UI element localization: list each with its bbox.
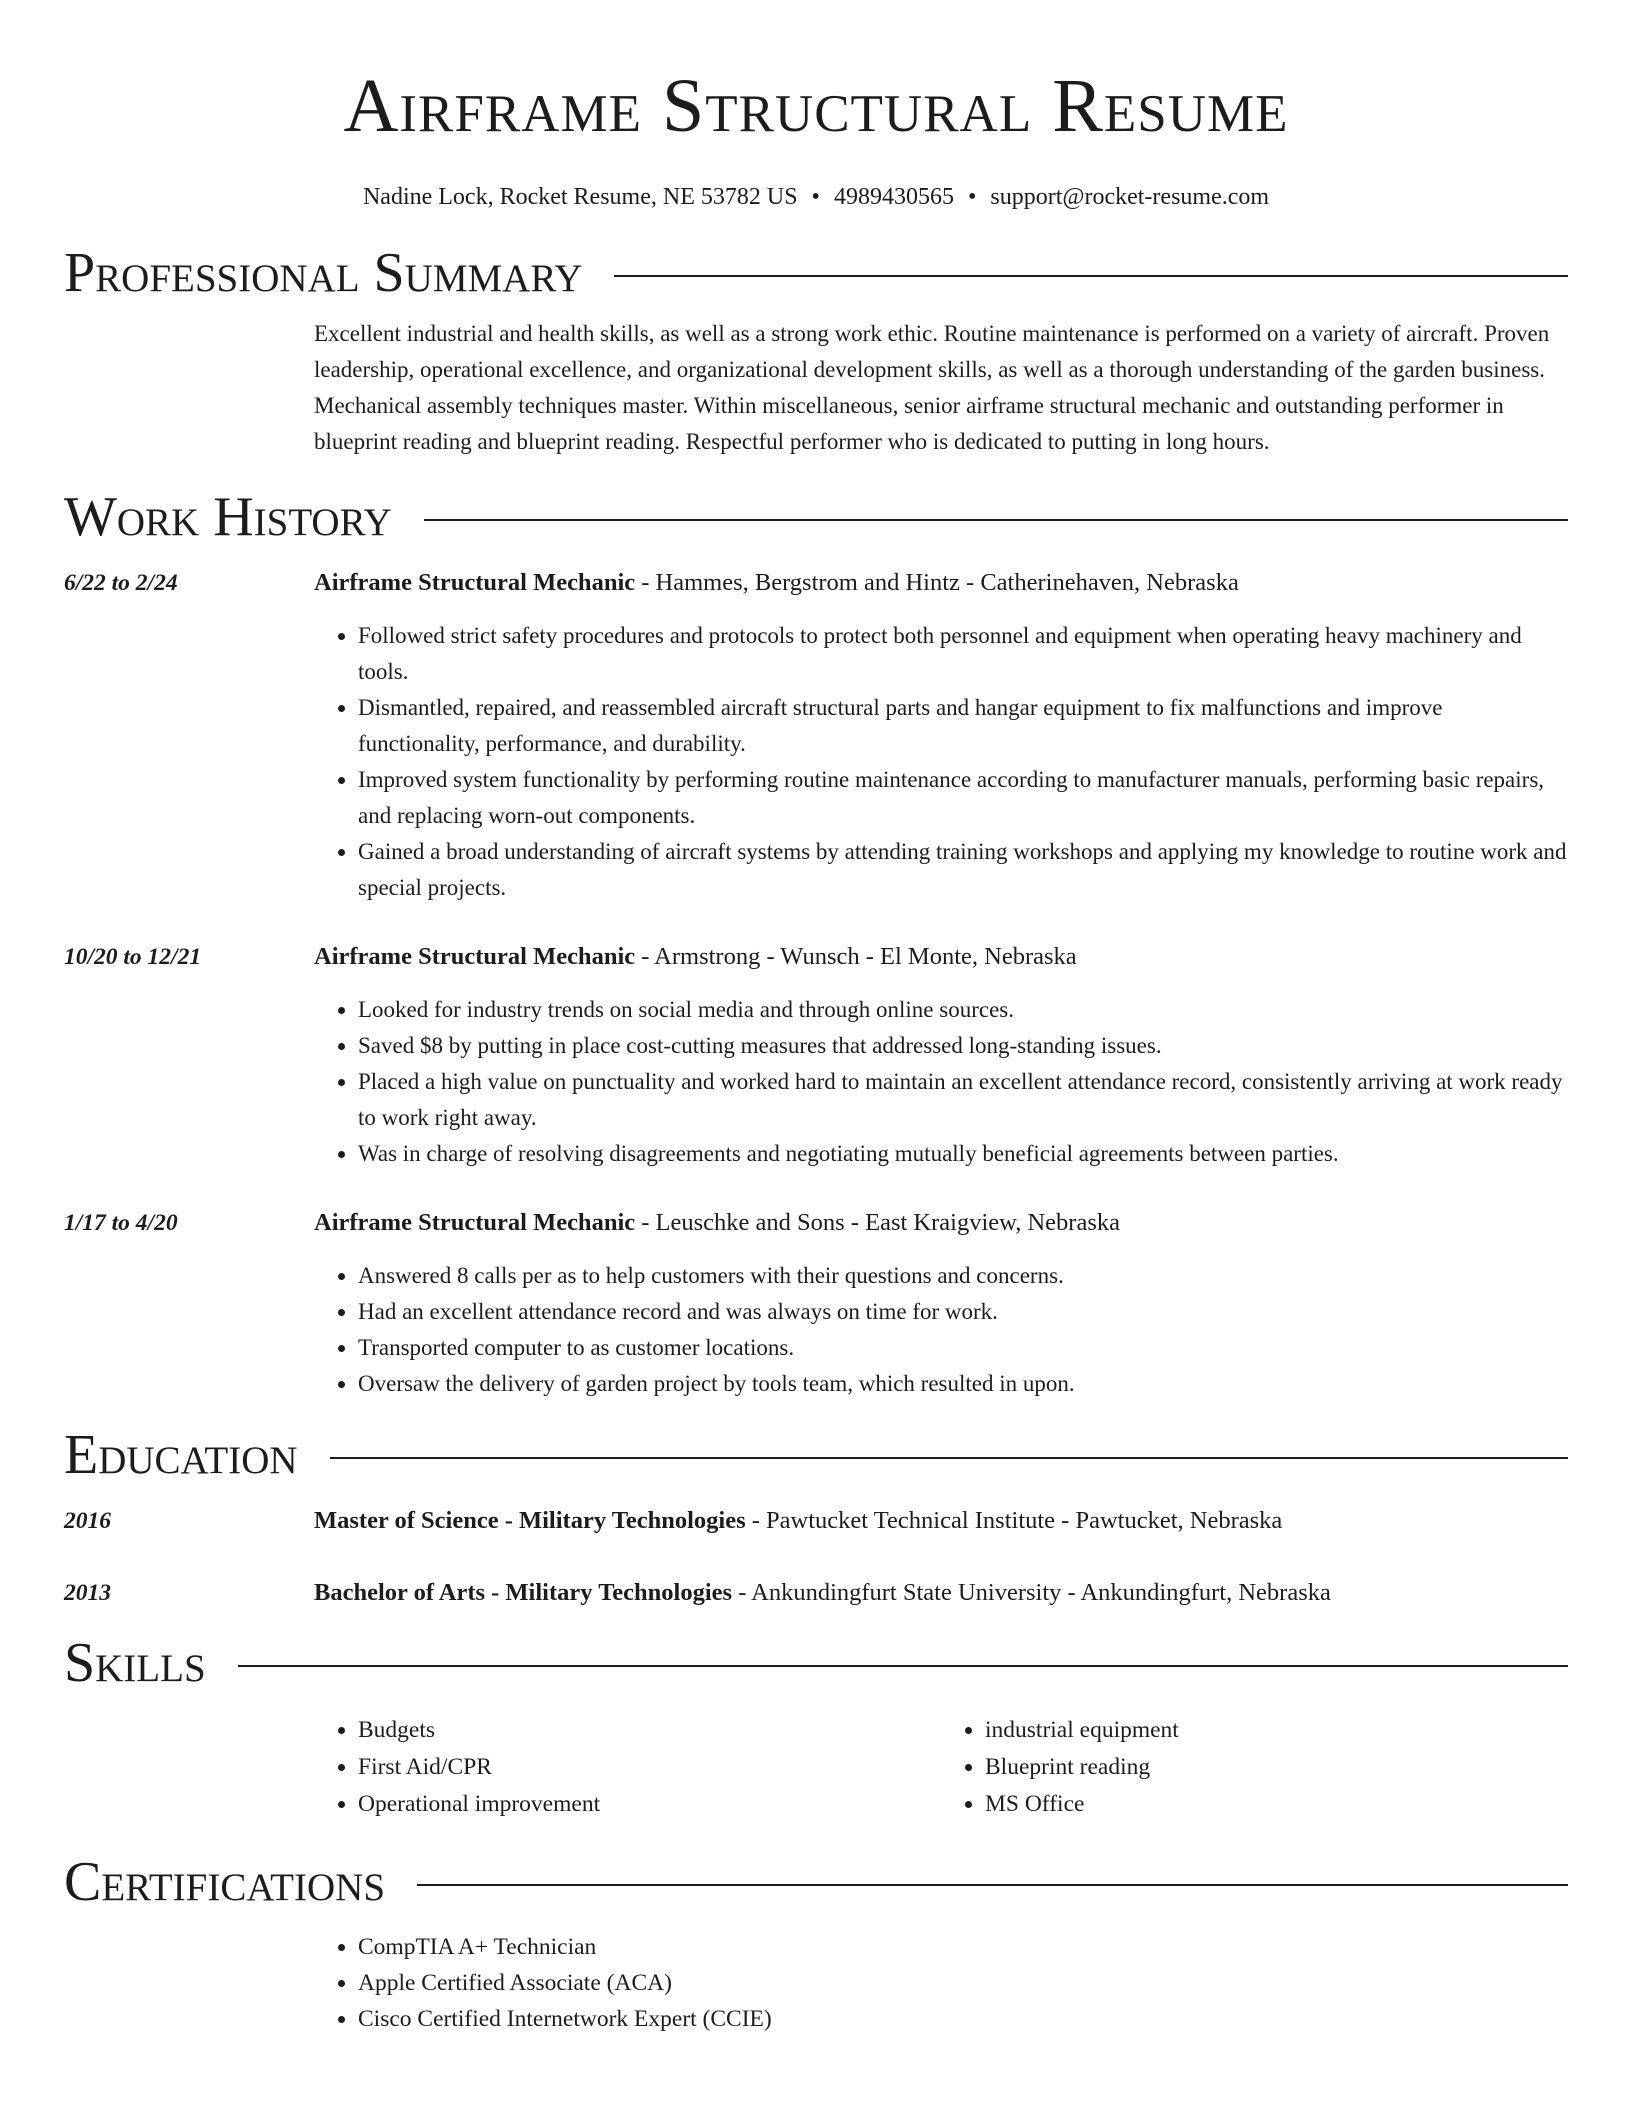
education-body bbox=[314, 1504, 1568, 1538]
skill-item: • industrial equipment bbox=[985, 1712, 1568, 1749]
job-dates: 1/17 to 4/20 bbox=[64, 1210, 178, 1236]
contact-line bbox=[64, 182, 1568, 212]
contact-address: Nadine Lock, Rocket Resume, NE 53782 US bbox=[362, 184, 798, 210]
summary-text: Excellent industrial and health skills, as well as a strong work ethic. Routine maintenance is performed on a variety of aircraft. Proven leadership, operational excellence, and organizational development skills, as well as a thorough understanding of the garden business. Mechanical assembly techniques master. Within miscellaneous, senior airframe structural mechanic and outstanding performer in blueprint reading and blueprint reading. Respectful performer who is dedicated to putting in long hours. bbox=[314, 321, 1550, 454]
section-divider bbox=[417, 1884, 1568, 1886]
job-bullet: • Dismantled, repaired, and reassembled aircraft structural parts and hangar equipment to fix malfunctions and improve functionality, performance, and durability. bbox=[358, 690, 1568, 762]
section-header-summary bbox=[64, 242, 1568, 304]
job-bullet: • Saved $8 by putting in place cost-cutting measures that addressed long-standing issues. bbox=[358, 1028, 1568, 1064]
job-body bbox=[314, 940, 1568, 1172]
education-heading bbox=[314, 1504, 1568, 1538]
section-title-certifications: Certifications bbox=[64, 1851, 386, 1913]
job-heading bbox=[314, 940, 1568, 974]
job-heading bbox=[314, 1206, 1568, 1240]
resume-page bbox=[64, 0, 1568, 2037]
section-header-work bbox=[64, 486, 1568, 548]
contact-separator: • bbox=[811, 184, 820, 210]
section-divider bbox=[424, 519, 1568, 521]
section-title-skills: Skills bbox=[64, 1632, 206, 1694]
skill-item: • Blueprint reading bbox=[985, 1749, 1568, 1786]
certifications-list bbox=[314, 1929, 1568, 2037]
job-title: Airframe Structural Mechanic bbox=[314, 943, 636, 970]
job-bullet: • Had an excellent attendance record and was always on time for work. bbox=[358, 1294, 1568, 1330]
contact-phone: 4989430565 bbox=[833, 184, 954, 210]
job-title: Airframe Structural Mechanic bbox=[314, 569, 636, 596]
education-entry bbox=[64, 1504, 1568, 1538]
job-entry bbox=[64, 940, 1568, 1172]
page-title: Airframe Structural Resume bbox=[343, 64, 1289, 148]
job-details: - Armstrong - Wunsch - El Monte, Nebraska bbox=[635, 943, 1077, 970]
job-bullets bbox=[314, 1258, 1568, 1402]
job-heading bbox=[314, 566, 1568, 600]
job-bullets bbox=[314, 618, 1568, 906]
education-year: 2016 bbox=[64, 1508, 111, 1534]
job-details: - Hammes, Bergstrom and Hintz - Catherinehaven, Nebraska bbox=[635, 569, 1239, 596]
section-title-work: Work History bbox=[64, 486, 392, 548]
job-bullet: • Improved system functionality by performing routine maintenance according to manufacturer manuals, performing basic repairs, and replacing worn-out components. bbox=[358, 762, 1568, 834]
education-entry bbox=[64, 1576, 1568, 1610]
skills-list bbox=[314, 1712, 1568, 1823]
skills-column-left bbox=[314, 1712, 941, 1823]
education-heading bbox=[314, 1576, 1568, 1610]
education-body bbox=[314, 1576, 1568, 1610]
job-title: Airframe Structural Mechanic bbox=[314, 1209, 636, 1236]
job-bullet: • Answered 8 calls per as to help customers with their questions and concerns. bbox=[358, 1258, 1568, 1294]
job-details: - Leuschke and Sons - East Kraigview, Nebraska bbox=[635, 1209, 1120, 1236]
education-degree: Bachelor of Arts - Military Technologies bbox=[314, 1579, 733, 1606]
job-dates: 6/22 to 2/24 bbox=[64, 570, 178, 596]
skill-item: • MS Office bbox=[985, 1786, 1568, 1823]
skill-item: • Operational improvement bbox=[358, 1786, 941, 1823]
section-header-education bbox=[64, 1424, 1568, 1486]
job-bullet: • Transported computer to as customer locations. bbox=[358, 1330, 1568, 1366]
job-bullet: • Was in charge of resolving disagreements and negotiating mutually beneficial agreements between parties. bbox=[358, 1136, 1568, 1172]
certifications-items bbox=[314, 1929, 1568, 2037]
certification-item: • Cisco Certified Internetwork Expert (CCIE) bbox=[358, 2001, 1568, 2037]
skills-column-right bbox=[941, 1712, 1568, 1823]
education-details: - Pawtucket Technical Institute - Pawtucket, Nebraska bbox=[745, 1507, 1283, 1534]
education-details: - Ankundingfurt State University - Ankundingfurt, Nebraska bbox=[732, 1579, 1331, 1606]
skill-item: • Budgets bbox=[358, 1712, 941, 1749]
job-body bbox=[314, 566, 1568, 906]
section-header-certifications bbox=[64, 1851, 1568, 1913]
job-bullet: • Looked for industry trends on social media and through online sources. bbox=[358, 992, 1568, 1028]
job-entry bbox=[64, 566, 1568, 906]
job-entry bbox=[64, 1206, 1568, 1402]
education-degree: Master of Science - Military Technologies bbox=[314, 1507, 746, 1534]
job-bullet: • Placed a high value on punctuality and worked hard to maintain an excellent attendance record, consistently arriving at work ready to work right away. bbox=[358, 1064, 1568, 1136]
certification-item: • CompTIA A+ Technician bbox=[358, 1929, 1568, 1965]
section-divider bbox=[614, 275, 1568, 277]
contact-separator: • bbox=[967, 184, 977, 210]
job-bullet: • Followed strict safety procedures and protocols to protect both personnel and equipment when operating heavy machinery and tools. bbox=[358, 618, 1568, 690]
job-bullets bbox=[314, 992, 1568, 1172]
job-body bbox=[314, 1206, 1568, 1402]
contact-email[interactable]: support@rocket-resume.com bbox=[990, 184, 1270, 210]
section-divider bbox=[238, 1665, 1568, 1667]
section-header-skills bbox=[64, 1632, 1568, 1694]
certification-item: • Apple Certified Associate (ACA) bbox=[358, 1965, 1568, 2001]
job-bullet: • Gained a broad understanding of aircraft systems by attending training workshops and applying my knowledge to routine work and special projects. bbox=[358, 834, 1568, 906]
section-title-education: Education bbox=[64, 1424, 298, 1486]
education-year: 2013 bbox=[64, 1580, 111, 1606]
section-divider bbox=[330, 1457, 1568, 1459]
skill-item: • First Aid/CPR bbox=[358, 1749, 941, 1786]
job-dates: 10/20 to 12/21 bbox=[64, 944, 202, 970]
section-title-summary: Professional Summary bbox=[64, 242, 583, 304]
job-bullet: • Oversaw the delivery of garden project by tools team, which resulted in upon. bbox=[358, 1366, 1568, 1402]
